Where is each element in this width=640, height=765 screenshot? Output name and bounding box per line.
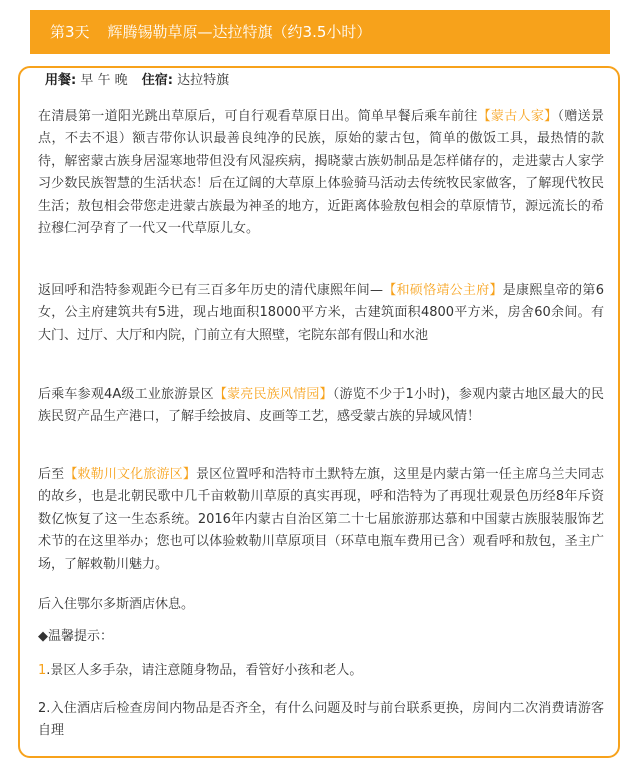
highlight-folk-park: 【蒙亮民族风情园】 [213,387,333,402]
paragraph-hotel: 后入住鄂尔多斯酒店休息。 [38,597,195,612]
paragraph-mongolian-family: 在清晨第一道阳光跳出草原后，可自行观看草原日出。简单早餐后乘车前往【蒙古人家】（赠送景点，不去不退）额吉带你认识最善良纯净的民族，原始的蒙古包，简单的傲饭工具，最热情的款待，解密蒙古族身居湿寒地带但没有风湿疾病，揭晓蒙古族奶制品是怎样储存的，走进蒙古人家学习少数民族智慧的生活状态！后在辽阔的大草原上体验骑马活动去传统牧民家做客，了解现代牧民生活；敖包相会带您走进蒙古族最为神圣的地方，近距离体验敖包相会的草原情节，源远流长的希拉穆仁河孕育了一代又一代草原儿女。 [38,109,604,237]
route-title: 辉腾锡勒草原—达拉特旗（约3.5小时） [107,23,372,41]
highlight-princess-mansion: 【和硕恪靖公主府】 [382,283,503,298]
tips-title: ◆温馨提示： [38,629,113,644]
tip-2: 2.入住酒店后检查房间内物品是否齐全，有什么问题及时与前台联系更换，房间内二次消费请游客自理 [38,701,604,739]
highlight-mongolian-family: 【蒙古人家】 [477,109,558,124]
day-label: 第3天 [50,23,90,41]
meal-label: 用餐: [45,73,77,88]
paragraph-princess-mansion: 返回呼和浩特参观距今已有三百多年历史的清代康熙年间—【和硕恪靖公主府】是康熙皇帝的第6女，公主府建筑共有5进，现占地面积18000平方米，古建筑面积4800平方米，房舍60余间。有大门、过厅、大厅和内院，门前立有大照壁，宅院东部有假山和水池 [38,283,604,343]
stay-label: 住宿: [141,73,173,88]
tip-1: 1.景区人多手杂，请注意随身物品，看管好小孩和老人。 [38,663,363,678]
paragraph-folk-park: 后乘车参观4A级工业旅游景区【蒙亮民族风情园】（游览不少于1小时)，参观内蒙古地区最大的民族民贸产品生产港口，了解手绘披肩、皮画等工艺，感受蒙古族的异域风情！ [38,387,605,425]
stay-value: 达拉特旗 [177,73,230,88]
highlight-chilechuan: 【敕勒川文化旅游区】 [64,467,196,482]
paragraph-chilechuan: 后至【敕勒川文化旅游区】景区位置呼和浩特市土默特左旗，这里是内蒙古第一任主席乌兰夫同志的故乡，也是北朝民歌中几千亩敕勒川草原的真实再现，呼和浩特为了再现壮观景色历经8年斥资数亿恢复了这一生态系统。2016年内蒙古自治区第二十七届旅游那达慕和中国蒙古族服装服饰艺术节的在这里举办；您也可以体验敕勒川草原项目（环草电瓶车费用已含）观看呼和敖包，圣主广场，了解敕勒川魅力。 [38,467,604,572]
meal-stay-line [45,72,229,90]
meal-value: 早 午 晚 [80,73,128,88]
day-header [30,10,610,54]
